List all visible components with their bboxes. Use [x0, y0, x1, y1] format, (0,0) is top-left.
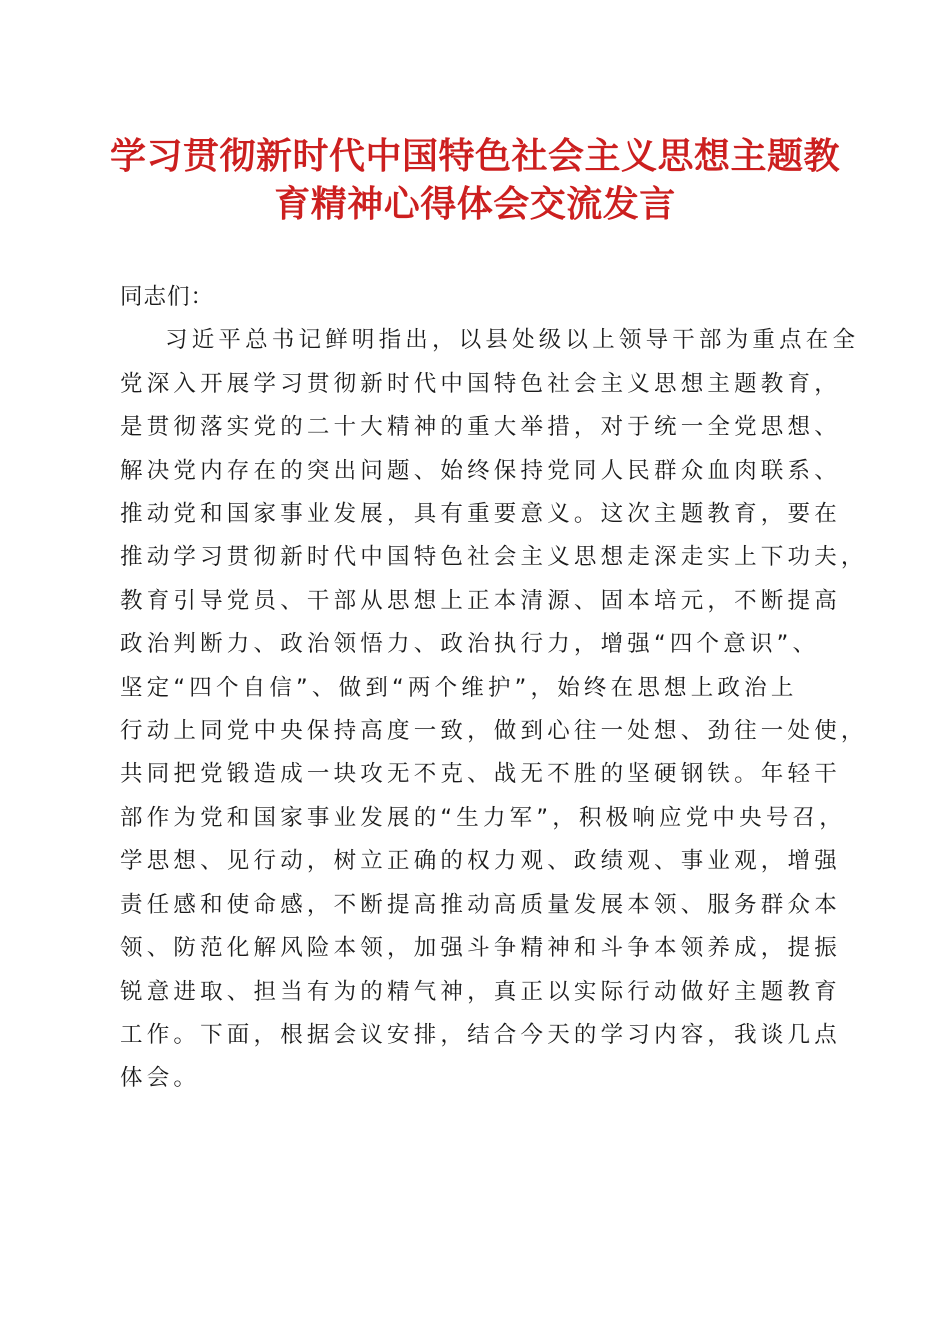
title-line-1: 学习贯彻新时代中国特色社会主义思想主题教: [110, 135, 841, 177]
salutation: 同志们：: [120, 284, 215, 310]
document-title: [110, 132, 840, 228]
paragraph-line: 推动学习贯彻新时代中国特色社会主义思想走深走实上下功夫，: [120, 544, 868, 571]
paragraph-line: 行动上同党中央保持高度一致，做到心往一处想、劲往一处使，: [120, 718, 868, 745]
paragraph-line: 习近平总书记鲜明指出，以县处级以上领导干部为重点在全: [165, 327, 860, 354]
body-paragraph: [120, 319, 868, 1100]
paragraph-line: 责任感和使命感，不断提高推动高质量发展本领、服务群众本: [120, 891, 841, 918]
paragraph-line: 领、防范化解风险本领，加强斗争精神和斗争本领养成，提振: [120, 935, 841, 962]
paragraph-line: 是贯彻落实党的二十大精神的重大举措，对于统一全党思想、: [120, 414, 841, 441]
paragraph-line: 共同把党锻造成一块攻无不克、战无不胜的坚硬钢铁。年轻干: [120, 761, 841, 788]
paragraph-line: 推动党和国家事业发展，具有重要意义。这次主题教育，要在: [120, 501, 841, 528]
paragraph-line: 政治判断力、政治领悟力、政治执行力，增强“四个意识”、: [120, 631, 820, 658]
paragraph-line: 学思想、见行动，树立正确的权力观、政绩观、事业观，增强: [120, 848, 841, 875]
paragraph-line: 党深入开展学习贯彻新时代中国特色社会主义思想主题教育，: [120, 370, 841, 397]
document-body: [120, 276, 868, 1101]
paragraph-line: 坚定“四个自信”、做到“两个维护”，始终在思想上政治上: [120, 674, 798, 701]
paragraph-line: 锐意进取、担当有为的精气神，真正以实际行动做好主题教育: [120, 978, 841, 1005]
paragraph-line: 工作。下面，根据会议安排，结合今天的学习内容，我谈几点: [120, 1021, 841, 1048]
paragraph-line: 教育引导党员、干部从思想上正本清源、固本培元，不断提高: [120, 587, 841, 614]
paragraph-line: 部作为党和国家事业发展的“生力军”，积极响应党中央号召，: [120, 804, 846, 831]
title-line-2: 育精神心得体会交流发言: [274, 183, 676, 225]
paragraph-line: 解决党内存在的突出问题、始终保持党同人民群众血肉联系、: [120, 457, 841, 484]
paragraph-line: 体会。: [120, 1065, 201, 1092]
